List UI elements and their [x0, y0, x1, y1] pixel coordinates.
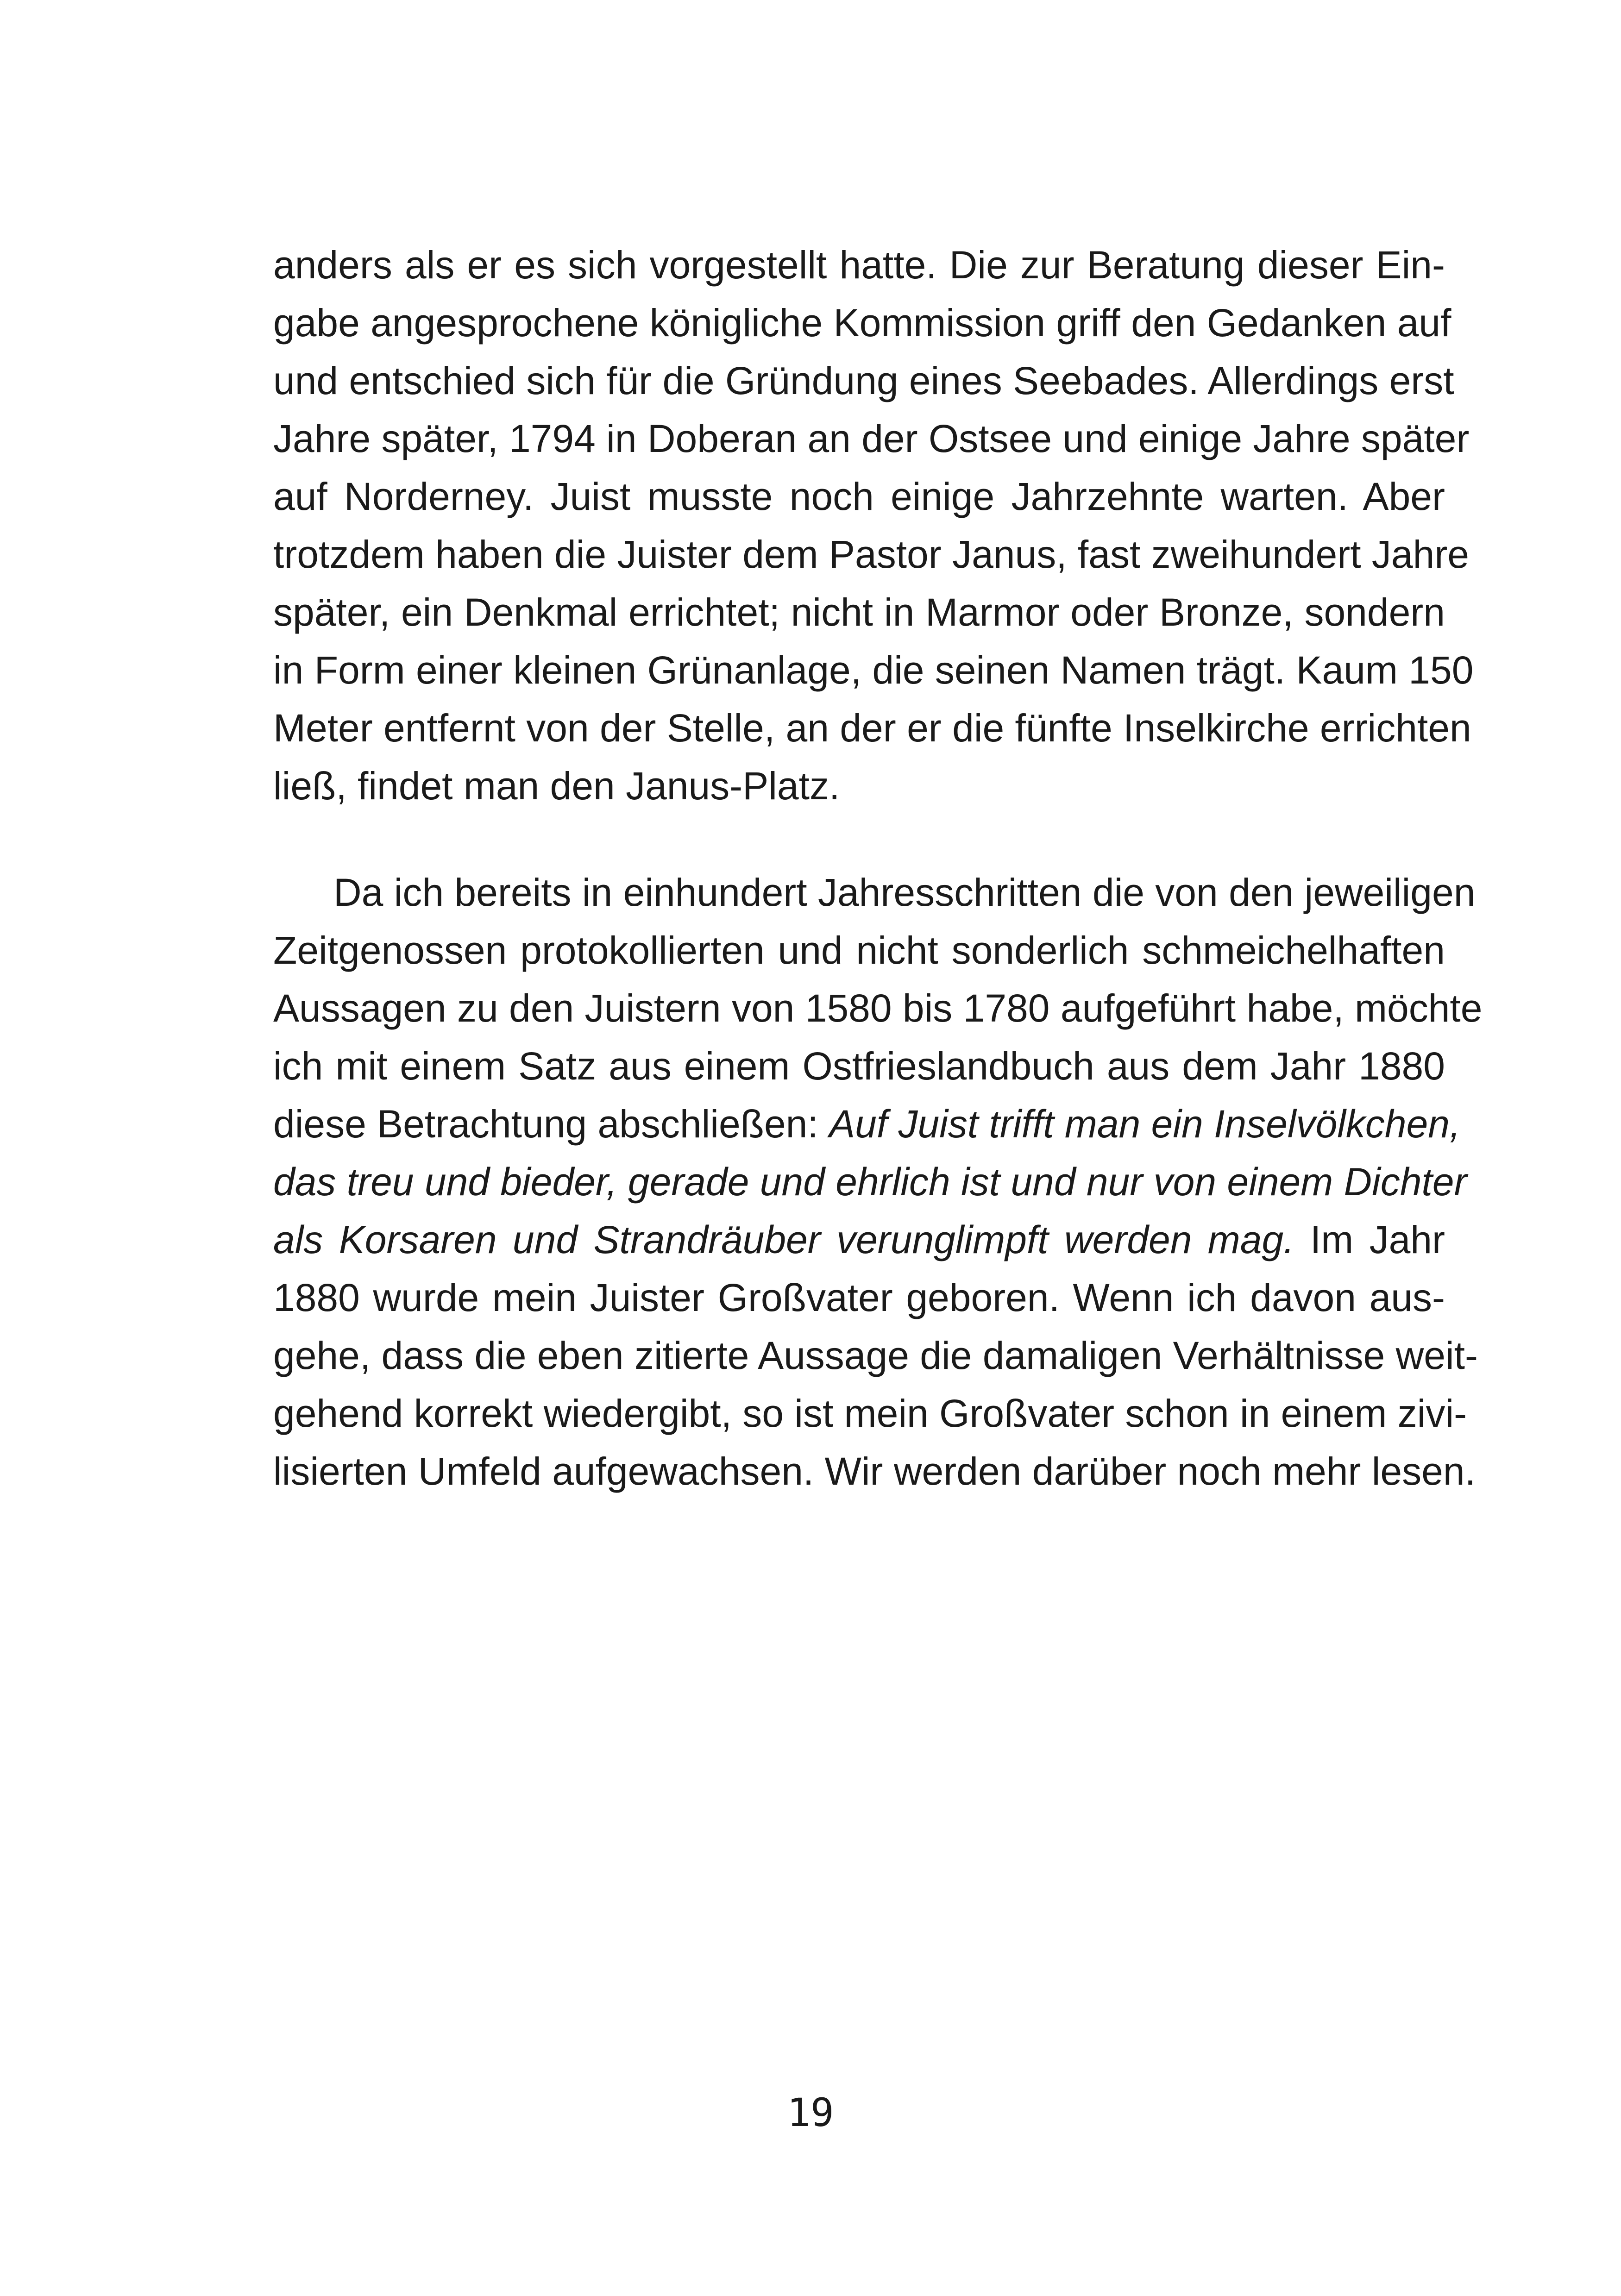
- text-line: ließ, findet man den Janus-Platz.: [273, 764, 840, 808]
- text-line: später, ein Denkmal errichtet; nicht in Marmor oder Bronze, sondern: [273, 590, 1445, 634]
- paragraph-1: [273, 236, 1474, 815]
- text-line: Zeitgenossen protokollierten und nicht sonderlich schmeichelhaften: [273, 928, 1445, 972]
- text-line: gehe, dass die eben zitierte Aussage die damaligen Verhältnisse weit-: [273, 1334, 1478, 1377]
- text-line: Jahre später, 1794 in Doberan an der Ostsee und einige Jahre später: [273, 417, 1470, 460]
- text-span: diese Betrachtung abschließen:: [273, 1102, 829, 1146]
- paragraph-2: [273, 864, 1483, 1500]
- text-line: und entschied sich für die Gründung eines Seebades. Allerdings erst: [273, 359, 1454, 402]
- text-line: Da ich bereits in einhundert Jahresschritten die von den jeweiligen: [333, 871, 1476, 914]
- quote-text: Auf Juist trifft man ein Inselvölkchen,: [829, 1102, 1461, 1146]
- quote-text: als Korsaren und Strandräuber verunglimpft werden mag.: [273, 1218, 1294, 1261]
- text-line: trotzdem haben die Juister dem Pastor Janus, fast zweihundert Jahre: [273, 533, 1470, 576]
- quote-text: das treu und bieder, gerade und ehrlich ist und nur von einem Dichter: [273, 1160, 1467, 1204]
- text-line: auf Norderney. Juist musste noch einige Jahrzehnte warten. Aber: [273, 475, 1445, 518]
- text-line: in Form einer kleinen Grünanlage, die seinen Namen trägt. Kaum 150: [273, 648, 1474, 692]
- text-line: [273, 1211, 1445, 1269]
- text-line: Aussagen zu den Juistern von 1580 bis 1780 aufgeführt habe, möchte: [273, 986, 1483, 1030]
- text-line: 1880 wurde mein Juister Großvater geboren. Wenn ich davon aus-: [273, 1276, 1445, 1319]
- text-line: Meter entfernt von der Stelle, an der er die fünfte Inselkirche errichten: [273, 706, 1471, 750]
- text-line: anders als er es sich vorgestellt hatte. Die zur Beratung dieser Ein-: [273, 243, 1445, 287]
- page-number: 19: [787, 2090, 834, 2135]
- text-line: ich mit einem Satz aus einem Ostfrieslandbuch aus dem Jahr 1880: [273, 1044, 1445, 1088]
- text-line: gabe angesprochene königliche Kommission griff den Gedanken auf: [273, 301, 1451, 345]
- text-span: Im Jahr: [1294, 1218, 1445, 1261]
- text-line: lisierten Umfeld aufgewachsen. Wir werden darüber noch mehr lesen.: [273, 1449, 1476, 1493]
- text-line: [273, 1095, 1461, 1153]
- text-line: gehend korrekt wiedergibt, so ist mein Großvater schon in einem zivi-: [273, 1392, 1467, 1435]
